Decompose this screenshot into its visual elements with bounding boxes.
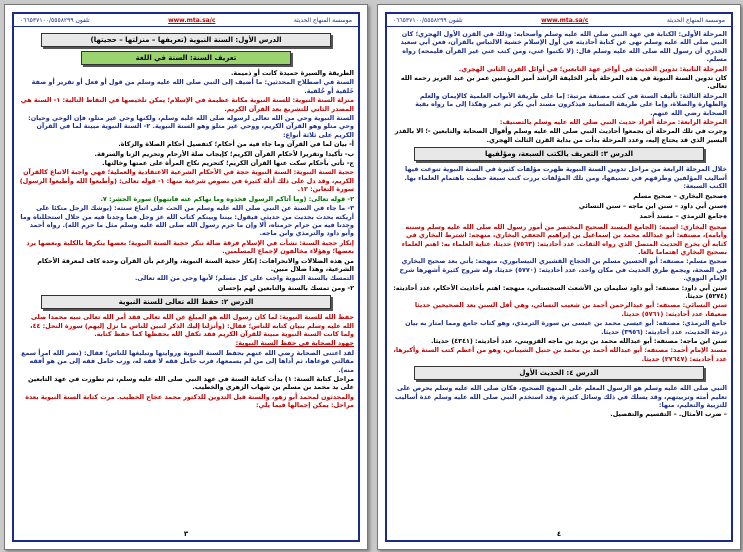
paragraph: حفظ الله للسنة النبوية: لما كان رسول الله هو المبلغ عن الله تعالى فقد أمر الله تعالى نبيه محمدا صلى الله عليه وسلم ببيان كتابه للناس؛ فقال: (وأنزلنا إليك الذكر لتبين للناس ما نزل إليهم) سورة النحل: ٤٤، ولما كانت السنة النبوية مبينة للقرآن الكريم فقد تكفل الله بحفظها كما حفظ كتابه.	[30, 313, 354, 338]
header-org: موسسة المنهاج الحديثة	[666, 16, 725, 24]
page-header	[14, 14, 358, 27]
paragraph: جهود الصحابة في حفظ السنة النبوية:	[235, 339, 354, 348]
paragraph: ٢- ومن تمسك بالسنة والتابعين لهم بإحسان	[217, 283, 354, 292]
list-item: ◆ جامع الترمذي – مسند أحمد	[391, 212, 727, 221]
lesson-title: الدرس ٢: حفظ الله تعالى للسنة النبوية	[41, 295, 332, 309]
paragraph: أ- بيان لما في القرآن وما جاء فيه من أحكام؛ كتفصيل أحكام الصلاة والزكاة.	[118, 140, 354, 149]
paragraph: النبي صلى الله عليه وسلم هو الرسول المعلم على المنهج الصحيح، فكان صلى الله عليه وسلم يحرص على تعليم أمته وتربيتهم، وقد يسلك في ذلك وسائل كثيرة، وقد استخدم النبي صلى الله عليه وسلم عدة أساليب للتربية والتعليم، منها:	[394, 384, 727, 410]
paragraph: وجرت في تلك المرحلة أن يجمعوا أحاديث النبي صلى الله عليه وسلم وأقوال الصحابة والتابعين -؛ الا بالقدر اليسير الذي قد يحتاج إليه، وعدد المرحلة بدأت من بداية القرن الثالث الهجري.	[394, 127, 727, 144]
paragraph: سنن النسائي: مصنفه: أبو عبدالرحمن أحمد بن شعيب النسائي، وهي أقل السنن بعد الصحيحين حديثا ضعيفا، عدد أحاديثه: (٥٧٦١) حديثا.	[414, 301, 727, 318]
list-item: ◆ صحيح البخاري – صحيح مسلم	[391, 192, 727, 201]
paragraph: صحيح البخاري: اسمه: (الجامع المسند الصحيح المختصر من أمور رسول الله صلى الله عليه وسلم وسننه وأيامه)، مصنفه: أبو عبدالله محمد بن إسماعيل بن إبراهيم الجعفي البخاري، منهجه: اشترط البخاري في كتابه أن يخرج الحديث المتصل الذي رواه الثقات. عدد أحاديثه: (٧٥٦٣) حديثا، عناية العلماء به: اهتم العلماء بصحيح البخاري اهتماما بالغا.	[401, 222, 727, 256]
paragraph: مراحل كتابة السنة: ١) بدأت كتابة السنة في عهد النبي صلى الله عليه وسلم، ثم تطورت في عهد التابعين على يد محمد بن مسلم بن شهاب الزهري والخطيب.	[27, 375, 354, 392]
lesson-title: الدرس ٣: التعريف بالكتب السبعة، ومؤلفيها	[414, 147, 705, 161]
paragraph: السنة في اصطلاح المحدثين: ما أضيف إلى النبي صلى الله عليه وسلم من قول أو فعل أو تقرير أو صفة خَلقية أو خُلقية.	[31, 78, 354, 95]
lesson-title: الدرس الأول: السنة النبوية (تعريفها – منزلتها – حجيتها)	[41, 33, 332, 47]
paragraph: جامع الترمذي: مصنفه: أبو عيسى محمد بن عيسى بن سورة الترمذي، وهو كتاب جامع ومما امتاز به بيان درجة الحديث، عدد أحاديثه: (٣٩٥٦) حديثا.	[405, 319, 727, 336]
paragraph: من هذه الضلالات والانحرافات: إنكار حجية السنة النبوية، والزعم بأن القرآن وحده كاف لمعرفة الأحكام الشرعية، وهذا ضلال مبين.	[37, 256, 354, 273]
paragraph: المرحلة الثانية: تدوين الحديث في أواخر عهد التابعين؛ في أوائل القرن الثاني الهجري.	[458, 64, 727, 73]
page-frame	[12, 12, 360, 542]
paragraph: إنكار حجية السنة: نشأت في الإسلام فرقة ضالة تنكر حجية السنة النبوية؛ بعضها ينكرها بالكلية وبعضها يرد بعضها؛ وهؤلاء مخالفون لإجماع المسلمين.	[26, 238, 354, 256]
lesson-title: الدرس ٤: الحديث الأول	[414, 366, 705, 380]
page-header	[387, 14, 731, 27]
paragraph: لقد اعتنى الصحابة رضي الله عنهم بحفظ السنة النبوية وروايتها وتبليغها للناس؛ فقال: (نضر الله امرأ سمع مقالتي فوعاها، ثم أداها إلى من لم يسمعها، فرب حامل فقه لا فقه له، ورب حامل فقه إلى من هو أفقه منه).	[21, 348, 354, 374]
paragraph: مسند الإمام أحمد: مصنفه: أبو عبدالله أحمد بن محمد بن حنبل الشيباني، وهو من أعظم كتب السنة وأكبرها، عدد أحاديثه: (٢٧٦٤٧) حديثا.	[393, 346, 727, 363]
paragraph: ب- تأكيدا وتقريرا لأحكام القرآن الكريم؛ كإيجاب صلة الأرحام وتحريم الزنا والسرقة.	[94, 149, 354, 158]
paragraph: والمحدثون لمحمد أبو زهو، والسنة قبل التدوين للدكتور محمد عجاج الخطيب. مرت كتابة السنة النبوية بعدة مراحل: يمكن إجمالها فيما يلي:	[25, 392, 354, 410]
paragraph: حجية السنة النبوية: السنة النبوية حجة في الأحكام الشرعية الاعتقادية والعملية؛ فهي واجبة الاتباع كالقرآن الكريم، وقد دل على ذلك أدلة كثيرة في نصوص شرعية منها: ١- قوله تعالى: (وأطيعوا الله وأطيعوا الرسول) سورة التغابن: ١٢.	[19, 168, 354, 194]
page-number: ٤	[556, 530, 562, 538]
paragraph: منزلة السنة النبوية: للسنة النبوية مكانة عظيمة في الإسلام؛ يمكن تلخيصها في النقاط التالية: ١- السنة هي المصدر الثاني للتشريع بعد القرآن الكريم.	[20, 96, 354, 113]
paragraph: – ضرب الأمثال. – التقسيم والتفصيل.	[610, 410, 727, 419]
paragraph: خلال المرحلة الرابعة من مراحل تدوين السنة النبوية ظهرت مؤلفات كثيرة في السنة النبوية تنوعت فيها أساليب المؤلفين وطرقهم في تصنيفها، ومن تلك المؤلفات برزت كتب سبعة حظيت باهتمام العلماء بها. الكتب السبعة:	[404, 165, 727, 191]
page-4	[377, 4, 741, 550]
paragraph: ٣- ما جاء في السنة عن النبي صلى الله عليه وسلم من الحث على اتباع سنته: (يوشك الرجل متكئا على أريكته يحدث بحديث من حديثي فيقول: بيننا وبينكم كتاب الله عز وجل فما وجدنا فيه من حلال استحللناه وما وجدنا فيه من حرام حرمناه، ألا وإن ما حرم رسول الله صلى الله عليه وسلم مثل ما حرم الله). رواه أحمد وأبو داود والترمذي وابن ماجه.	[20, 204, 354, 238]
header-site[interactable]: www.mta.sa/c	[541, 16, 589, 24]
paragraph: ج- تأتي بأحكام سكت عنها القرآن الكريم؛ كتحريم نكاح المرأة على عمتها وخالتها.	[102, 159, 354, 168]
page-content	[391, 30, 727, 528]
paragraph: صحيح مسلم: مصنفه: أبو الحسين مسلم بن الحجاج القشيري النيسابوري، منهجه: يأتي بعد صحيح البخاري في الصحة، ويجمع طرق الحديث في مكان واحد، عدد أحاديثه: (٥٧٧٠) حديثا، وله شروح كثيرة أشهرها شرح الإمام النووي.	[399, 257, 727, 283]
paragraph: المرحلة الثالثة: تأليف السنة في كتب مصنفة مرتبة: إما على طريقة الأبواب العلمية كالإيمان والعلم والطهارة والصلاة، وإما على طريقة المسانيد فيذكرون مسند أبي بكر ثم عمر وهكذا إلى ما رواه بقية الصحابة رضي الله عنهم.	[415, 91, 727, 117]
paragraph: المرحلة الأولى: الكتابة في عهد النبي صلى الله عليه وسلم وأصحابه: وذلك في القرن الأول الهجري؛ كان النبي صلى الله عليه وسلم نهى عن كتابة أحاديثه في أول الإسلام خشية الالتباس بالقرآن، فعن أبي سعيد الخدري أن رسول الله صلى الله عليه وسلم قال: (لا تكتبوا عني، ومن كتب عني غير القرآن فليمحه) رواه مسلم.	[400, 30, 727, 64]
paragraph: المرحلة الرابعة: مرحلة أفراد حديث النبي صلى الله عليه وسلم بالتصنيف:	[499, 118, 727, 127]
paragraph: التمسك بالسنة النبوية واجب على كل مسلم؛ لأنها وحي من الله تعالى.	[134, 274, 354, 283]
page-frame	[385, 12, 733, 542]
paragraph: الطريقة والسيرة حميدة كانت أو ذميمة.	[230, 69, 354, 77]
header-phone: تلفون ٠٦٦٥٣٧١٠٠/٥٥٥٨٢٩٩	[20, 16, 90, 24]
paragraph: ٢- قوله تعالى: (وما آتاكم الرسول فخذوه وما نهاكم عنه فانتهوا) سورة الحشر: ٧.	[100, 194, 354, 203]
paragraph: السنة النبوية وحي من الله تعالى لرسوله صلى الله عليه وسلم، ولكنها وحي غير متلو، فإن الوحي وحيان: وحي متلو وهو القرآن الكريم، ووحي غير متلو وهو السنة النبوية. ٢- السنة النبوية مبينة لما في القرآن الكريم على ثلاثة أنواع:	[28, 114, 354, 139]
header-phone: تلفون ٠٦٦٥٣٧١٠٠/٥٥٥٨٢٩٩	[393, 16, 463, 24]
list-item: ◆ سنن أبي داود – سنن ابن ماجه – سنن النسائي	[391, 202, 727, 211]
books-list	[391, 192, 727, 222]
paragraph: سنن أبي داود: مصنفه: أبو داود سليمان بن الأشعث السجستاني، منهجه: اهتم بأحاديث الأحكام، عدد أحاديثه: (٥٢٧٤) حديثا.	[393, 283, 727, 300]
page-3	[4, 4, 368, 550]
section-title: تعريف السنة: السنة في اللغة	[81, 51, 291, 65]
page-content	[18, 30, 354, 528]
header-org: موسسة المنهاج الحديثة	[293, 16, 352, 24]
page-number: ٣	[183, 530, 189, 538]
header-site[interactable]: www.mta.sa/c	[168, 16, 216, 24]
paragraph: سنن ابن ماجه: مصنفه: أبو عبدالله محمد بن يزيد بن ماجه القزويني، عدد أحاديثه: (٤٣٤١) حديثا.	[430, 337, 727, 345]
paragraph: كان تدوين السنة النبوية في هذه المرحلة بأمر الخليفة الراشد أمير المؤمنين عمر بن عبد العزيز رحمه الله تعالى.	[400, 74, 727, 91]
